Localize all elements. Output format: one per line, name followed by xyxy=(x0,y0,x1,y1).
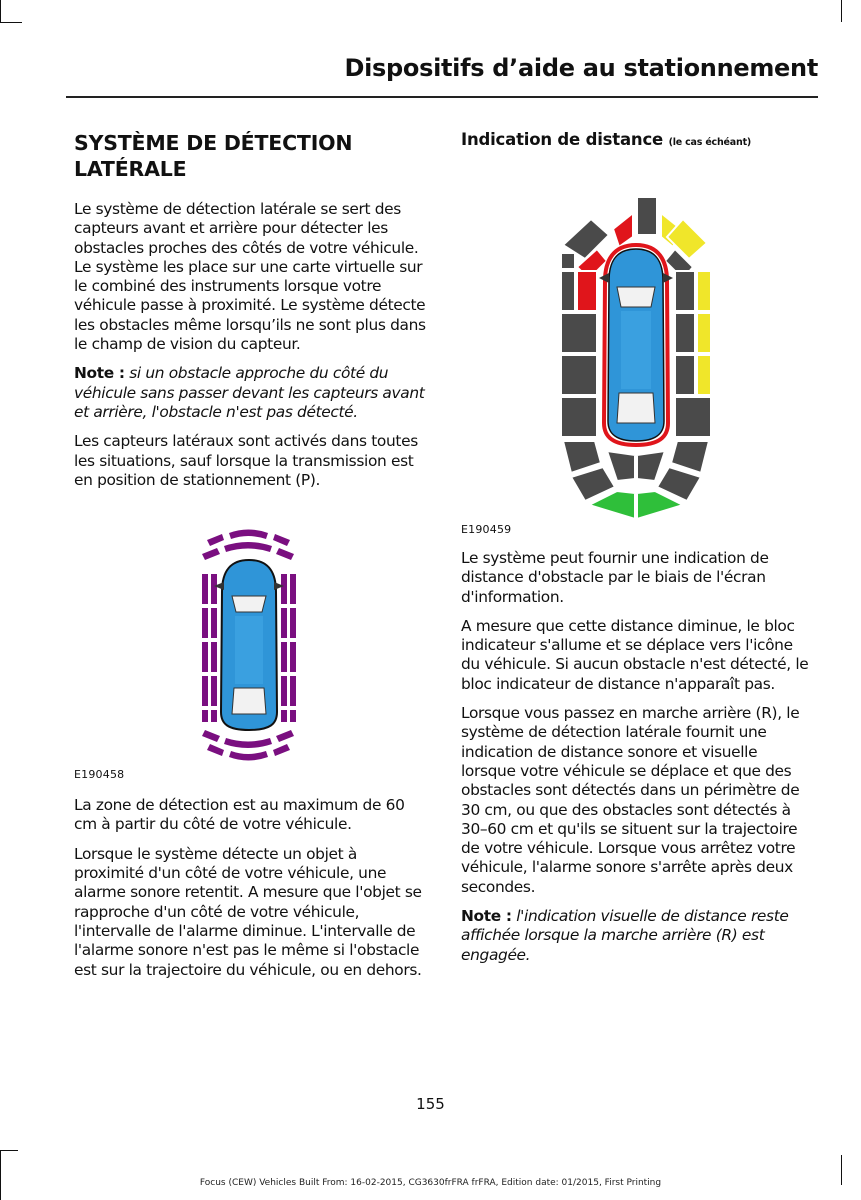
note-text: l'indication visuelle de distance reste affichée lorsque la marche arrière (R) est engagée. xyxy=(461,907,789,964)
note xyxy=(461,907,813,965)
crop-mark xyxy=(0,22,22,23)
car-top-view xyxy=(214,560,284,730)
figure-id: E190459 xyxy=(461,523,512,536)
page-footer: Focus (CEW) Vehicles Built From: 16-02-2015, CG3630frFRA frFRA, Edition date: 01/2015, First Printing xyxy=(199,1178,662,1188)
paragraph: A mesure que cette distance diminue, le bloc indicateur s'allume et se déplace vers l'icône du véhicule. Si aucun obstacle n'est détecté, le bloc indicateur de distance n'apparaît pas. xyxy=(461,616,809,693)
paragraph: Le système de détection latérale se sert des capteurs avant et arrière pour détecter les obstacles proches des côtés de votre véhicule. Le système les place sur une carte virtuelle sur le combiné des instruments lorsque votre véhicule passe à proximité. Le système détecte les obstacles même lorsqu’ils ne sont plus dans le champ de vision du capteur. xyxy=(74,200,426,354)
crop-mark xyxy=(841,0,842,22)
section-heading: SYSTÈME DE DÉTECTION LATÉRALE xyxy=(74,131,353,181)
paragraph: La zone de détection est au maximum de 60 cm à partir du côté de votre véhicule. xyxy=(74,796,405,834)
page-header-title: Dispositifs d’aide au stationnement xyxy=(344,54,818,82)
paragraph: Les capteurs latéraux sont activés dans toutes les situations, sauf lorsque la transmission est en position de stationnement (P). xyxy=(74,432,418,489)
figure-id: E190458 xyxy=(74,768,125,782)
subsection-note: (le cas échéant) xyxy=(668,137,752,148)
crop-mark xyxy=(0,1150,18,1151)
distance-indication-diagram xyxy=(461,183,813,523)
figure-distance-indication xyxy=(461,149,813,536)
header-divider xyxy=(66,96,818,98)
note-label: Note : xyxy=(461,907,512,926)
subsection-title: Indication de distance xyxy=(461,130,664,149)
note-label: Note : xyxy=(74,364,125,383)
crop-mark xyxy=(0,0,1,22)
crop-mark xyxy=(0,1150,1,1200)
car-top-view xyxy=(599,245,673,445)
left-column xyxy=(74,130,426,990)
paragraph: Lorsque le système détecte un objet à proximité d'un côté de votre véhicule, une alarme sonore retentit. A mesure que l'objet se rapproche d'un côté de votre véhicule, l'intervalle de l'alarme diminue. L'intervalle de l'alarme sonore n'est pas le même si l'obstacle est sur la trajectoire du véhicule, ou en dehors. xyxy=(74,844,422,979)
paragraph: Le système peut fournir une indication de distance d'obstacle par le biais de l'écran d'information. xyxy=(461,549,769,606)
page-number: 155 xyxy=(416,1095,445,1113)
right-column xyxy=(461,130,813,975)
side-detection-diagram xyxy=(74,512,426,778)
paragraph: Lorsque vous passez en marche arrière (R), le système de détection latérale fournit une indication de distance sonore et visuelle lorsque votre véhicule se déplace et que des obstacles sont détectés dans un périmètre de 30 cm, ou que des obstacles sont détectés à 30–60 cm et qu'ils se situent sur la trajectoire de votre véhicule. Lorsque vous arrêtez votre véhicule, l'alarme sonore s'arrête après deux secondes. xyxy=(461,704,800,896)
subsection-heading xyxy=(461,130,813,149)
figure-side-detection-zones xyxy=(74,500,426,788)
note-text: si un obstacle approche du côté du véhicule sans passer devant les capteurs avant et arrière, l'obstacle n'est pas détecté. xyxy=(74,364,425,421)
note xyxy=(74,364,426,422)
